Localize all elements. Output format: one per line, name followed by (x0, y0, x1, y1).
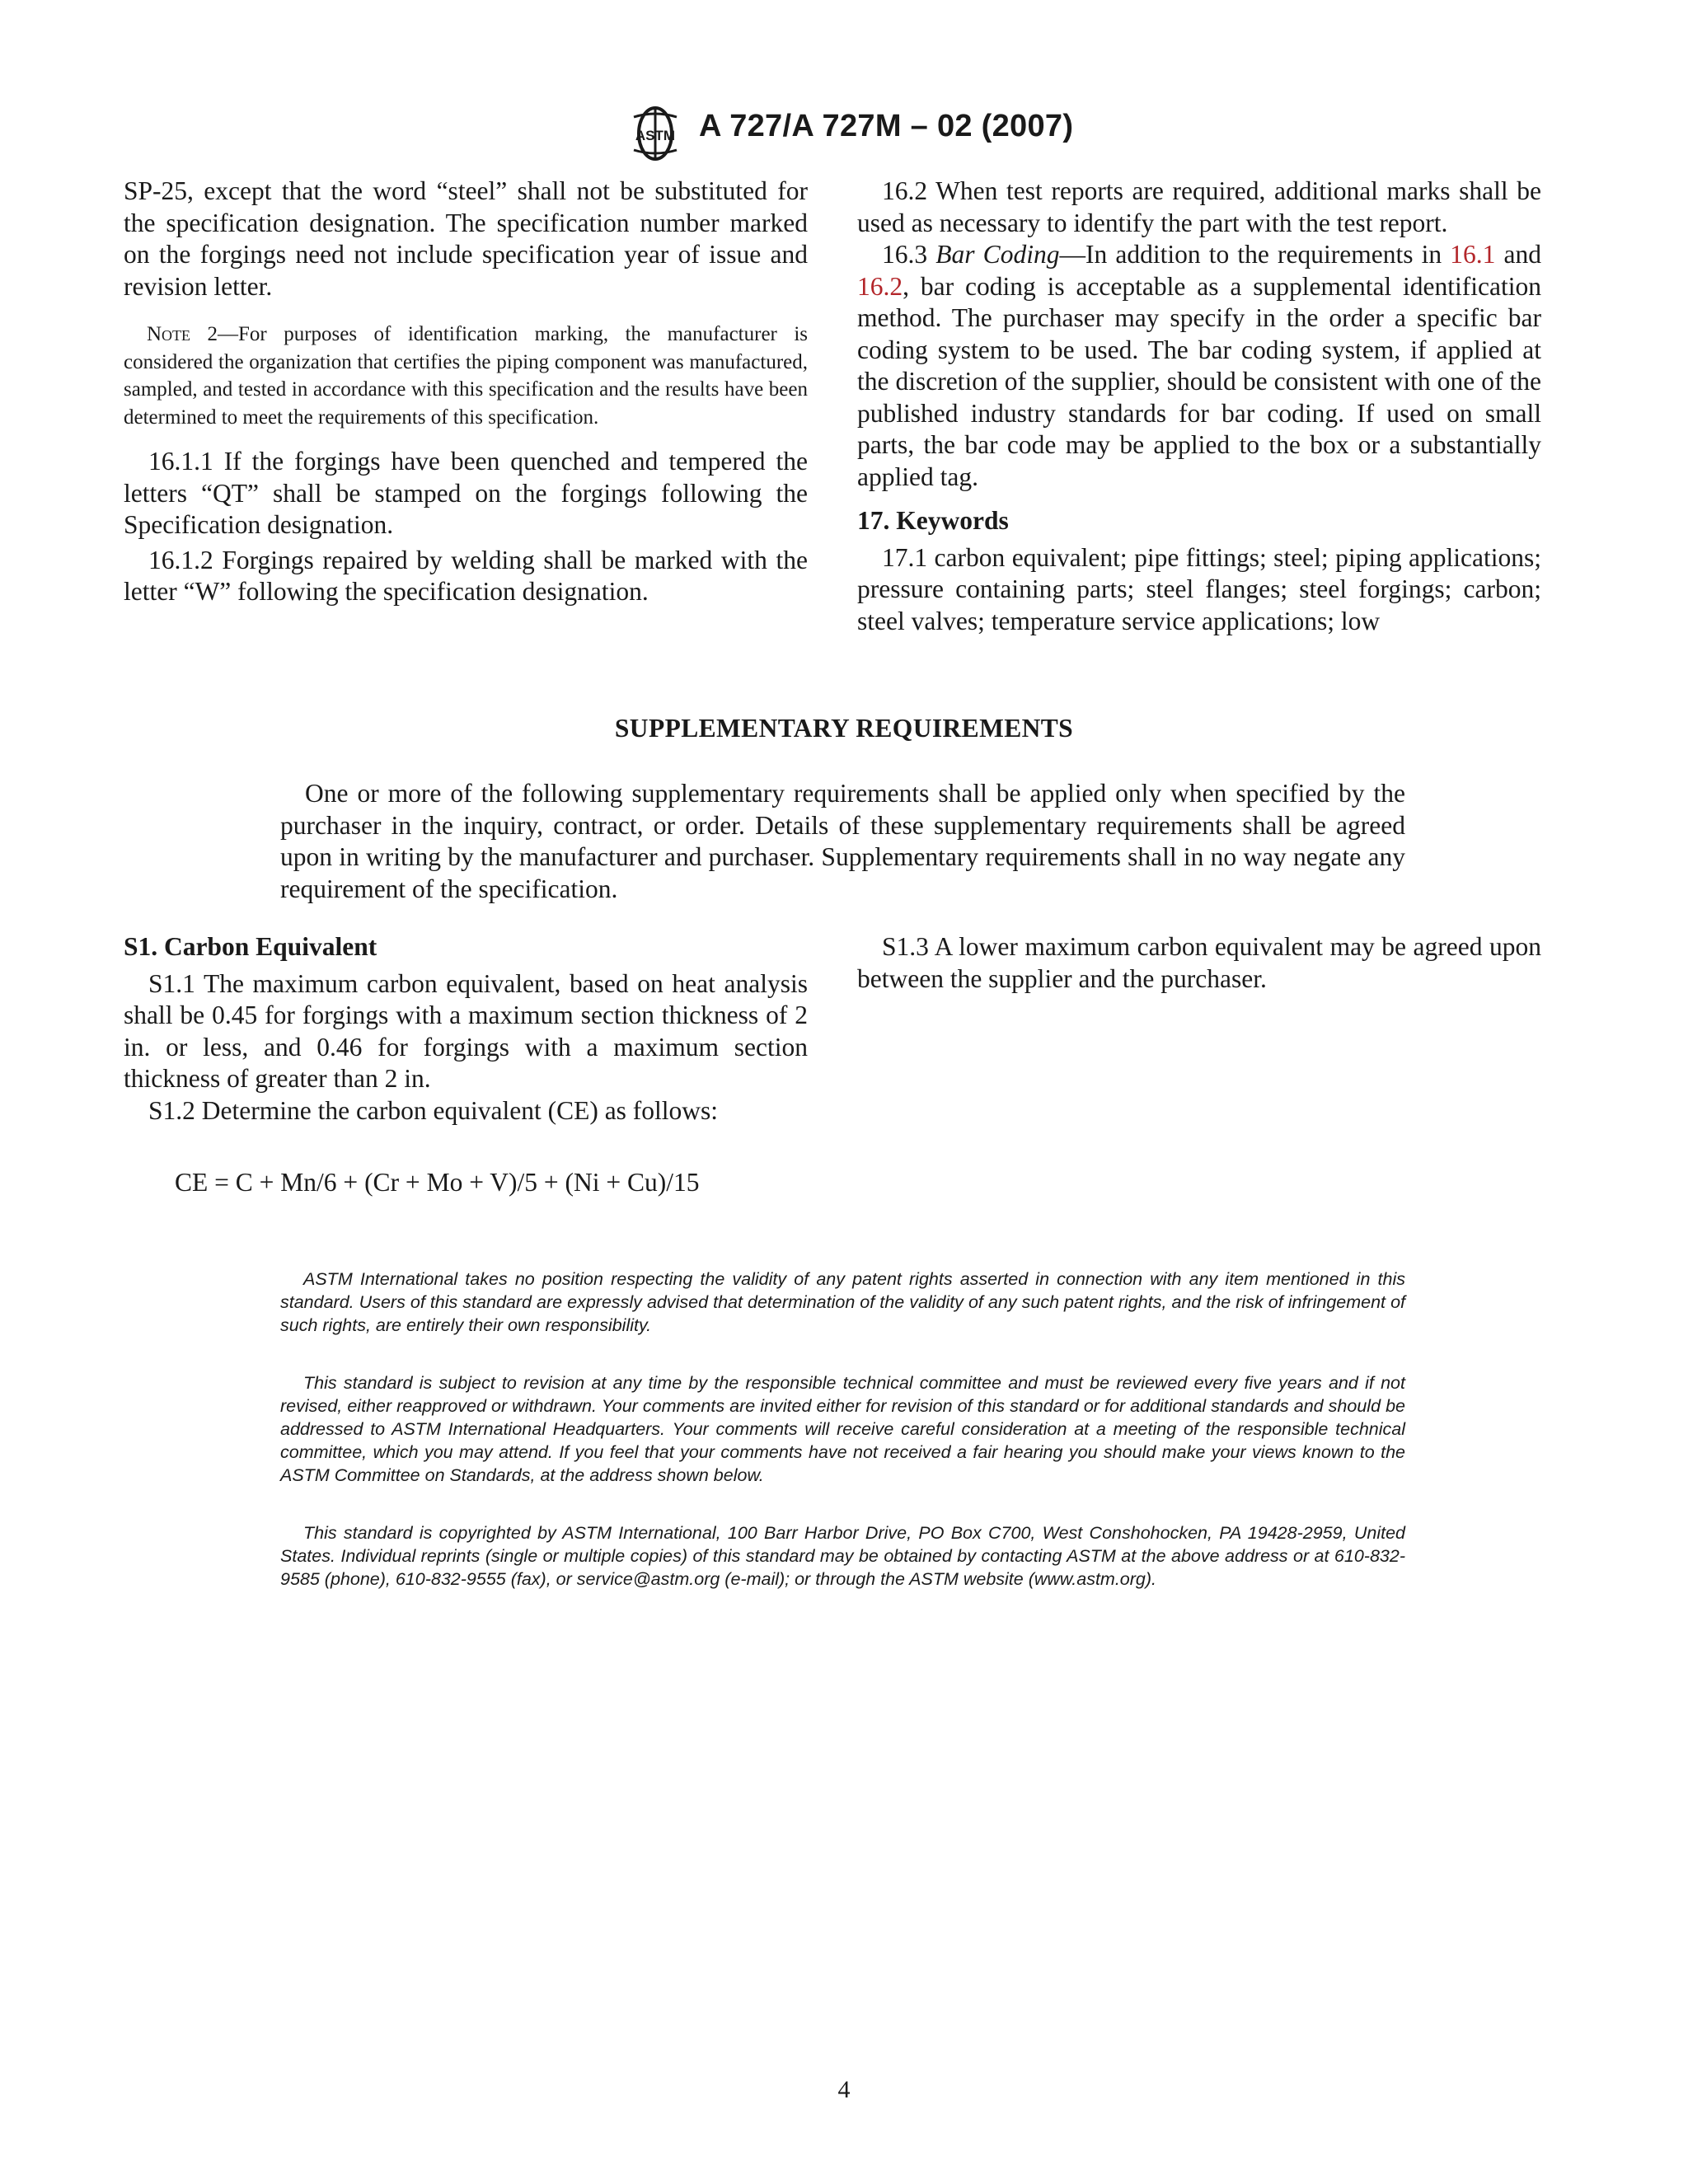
paragraph-16-3 (857, 239, 1541, 493)
astm-logo-icon (622, 105, 688, 162)
right-column-top (857, 176, 1541, 637)
paragraph-s1-3: S1.3 A lower maximum carbon equivalent may be agreed upon between the supplier and the purchaser. (857, 932, 1541, 993)
left-column-bottom (124, 931, 808, 1127)
paragraph-sp25: SP-25, except that the word “steel” shall not be substituted for the specification designation. The specification number marked on the forgings need not include specification year of issue and revision letter. (124, 176, 808, 301)
paragraph-s1-1: S1.1 The maximum carbon equivalent, based on heat analysis shall be 0.45 for forgings with a maximum section thickness of 2 in. or less, and 0.46 for forgings with a maximum section thickness of greater than 2 in. (124, 968, 808, 1093)
page-number: 4 (837, 2076, 851, 2103)
link-16-2[interactable]: 16.2 (857, 271, 903, 301)
svg-text:ASTM: ASTM (635, 128, 676, 143)
link-16-1[interactable]: 16.1 (1450, 240, 1496, 269)
paragraph-17-1: 17.1 carbon equivalent; pipe fittings; steel; piping applications; pressure containing parts; steel flanges; steel forgings; carbon; steel valves; temperature service applications; low (857, 542, 1541, 635)
patent-notice: ASTM International takes no position respecting the validity of any patent rights asserted in connection with any item mentioned in this standard. Users of this standard are expressly advised that determination of the validity of any such patent rights, and the risk of infringement of such rights, are entirely their own responsibility. (280, 1269, 1405, 1335)
supplementary-title: SUPPLEMENTARY REQUIREMENTS (614, 714, 1074, 743)
paragraph-16-1-2: 16.1.2 Forgings repaired by welding shall be marked with the letter “W” following the specification designation. (124, 545, 808, 606)
copyright-notice: This standard is copyrighted by ASTM International, 100 Barr Harbor Drive, PO Box C700, West Conshohocken, PA 19428-2959, United States. Individual reprints (single or multiple copies) of this standard may be obtained by contacting ASTM at the above address or at 610-832-9585 (phone), 610-832-9555 (fax), or service@astm.org (e-mail); or through the ASTM website (www.astm.org). (280, 1523, 1405, 1589)
s1-heading: S1. Carbon Equivalent (124, 932, 377, 961)
paragraph-16-2: 16.2 When test reports are required, additional marks shall be used as necessary to identify the part with the test report. (857, 176, 1541, 237)
note-2 (124, 321, 808, 431)
note-text: —For purposes of identification marking, the manufacturer is considered the organization that certifies the piping component was manufactured, sampled, and tested in accordance with this specification and the results have been determined to meet the requirements of this specification. (124, 323, 808, 429)
paragraph-number: 16.3 (882, 240, 936, 269)
paragraph-text: —In addition to the requirements in (1059, 240, 1451, 269)
revision-notice: This standard is subject to revision at any time by the responsible technical committee and must be reviewed every five years and if not revised, either reapproved or withdrawn. Your comments are invited either for revision of this standard or for additional standards and should be addressed to ASTM International Headquarters. Your comments will receive careful consideration at a meeting of the responsible technical committee, which you may attend. If you feel that your comments have not received a fair hearing you should make your views known to the ASTM Committee on Standards, at the address shown below. (280, 1373, 1405, 1485)
document-designation: A 727/A 727M – 02 (2007) (699, 109, 1074, 143)
carbon-equivalent-equation: CE = C + Mn/6 + (Cr + Mo + V)/5 + (Ni + Cu)/15 (175, 1168, 700, 1197)
paragraph-s1-2: S1.2 Determine the carbon equivalent (CE) as follows: (148, 1095, 719, 1125)
left-column-top (124, 176, 808, 608)
paragraph-text: , bar coding is acceptable as a supplemental identification method. The purchaser may specify in the order a specific bar coding system to be used. The bar coding system, if applied at the discretion of the supplier, should be consistent with one of the published industry standards for bar coding. If used on small parts, the bar code may be applied to the box or a substantially applied tag. (857, 271, 1541, 491)
keywords-heading: 17. Keywords (857, 506, 1009, 535)
supplementary-intro: One or more of the following supplementary requirements shall be applied only when specified by the purchaser in the inquiry, contract, or order. Details of these supplementary requirements shall be agreed upon in writing by the manufacturer and purchaser. Supplementary requirements shall in no way negate any requirement of the specification. (280, 779, 1405, 903)
paragraph-16-1-1: 16.1.1 If the forgings have been quenched and tempered the letters “QT” shall be stamped on the forgings following the Specification designation. (124, 447, 808, 539)
note-label: Note 2 (147, 323, 218, 345)
paragraph-text: and (1495, 240, 1542, 269)
bar-coding-title: Bar Coding (935, 240, 1060, 269)
page-header (0, 105, 1688, 163)
right-column-bottom (857, 931, 1541, 995)
